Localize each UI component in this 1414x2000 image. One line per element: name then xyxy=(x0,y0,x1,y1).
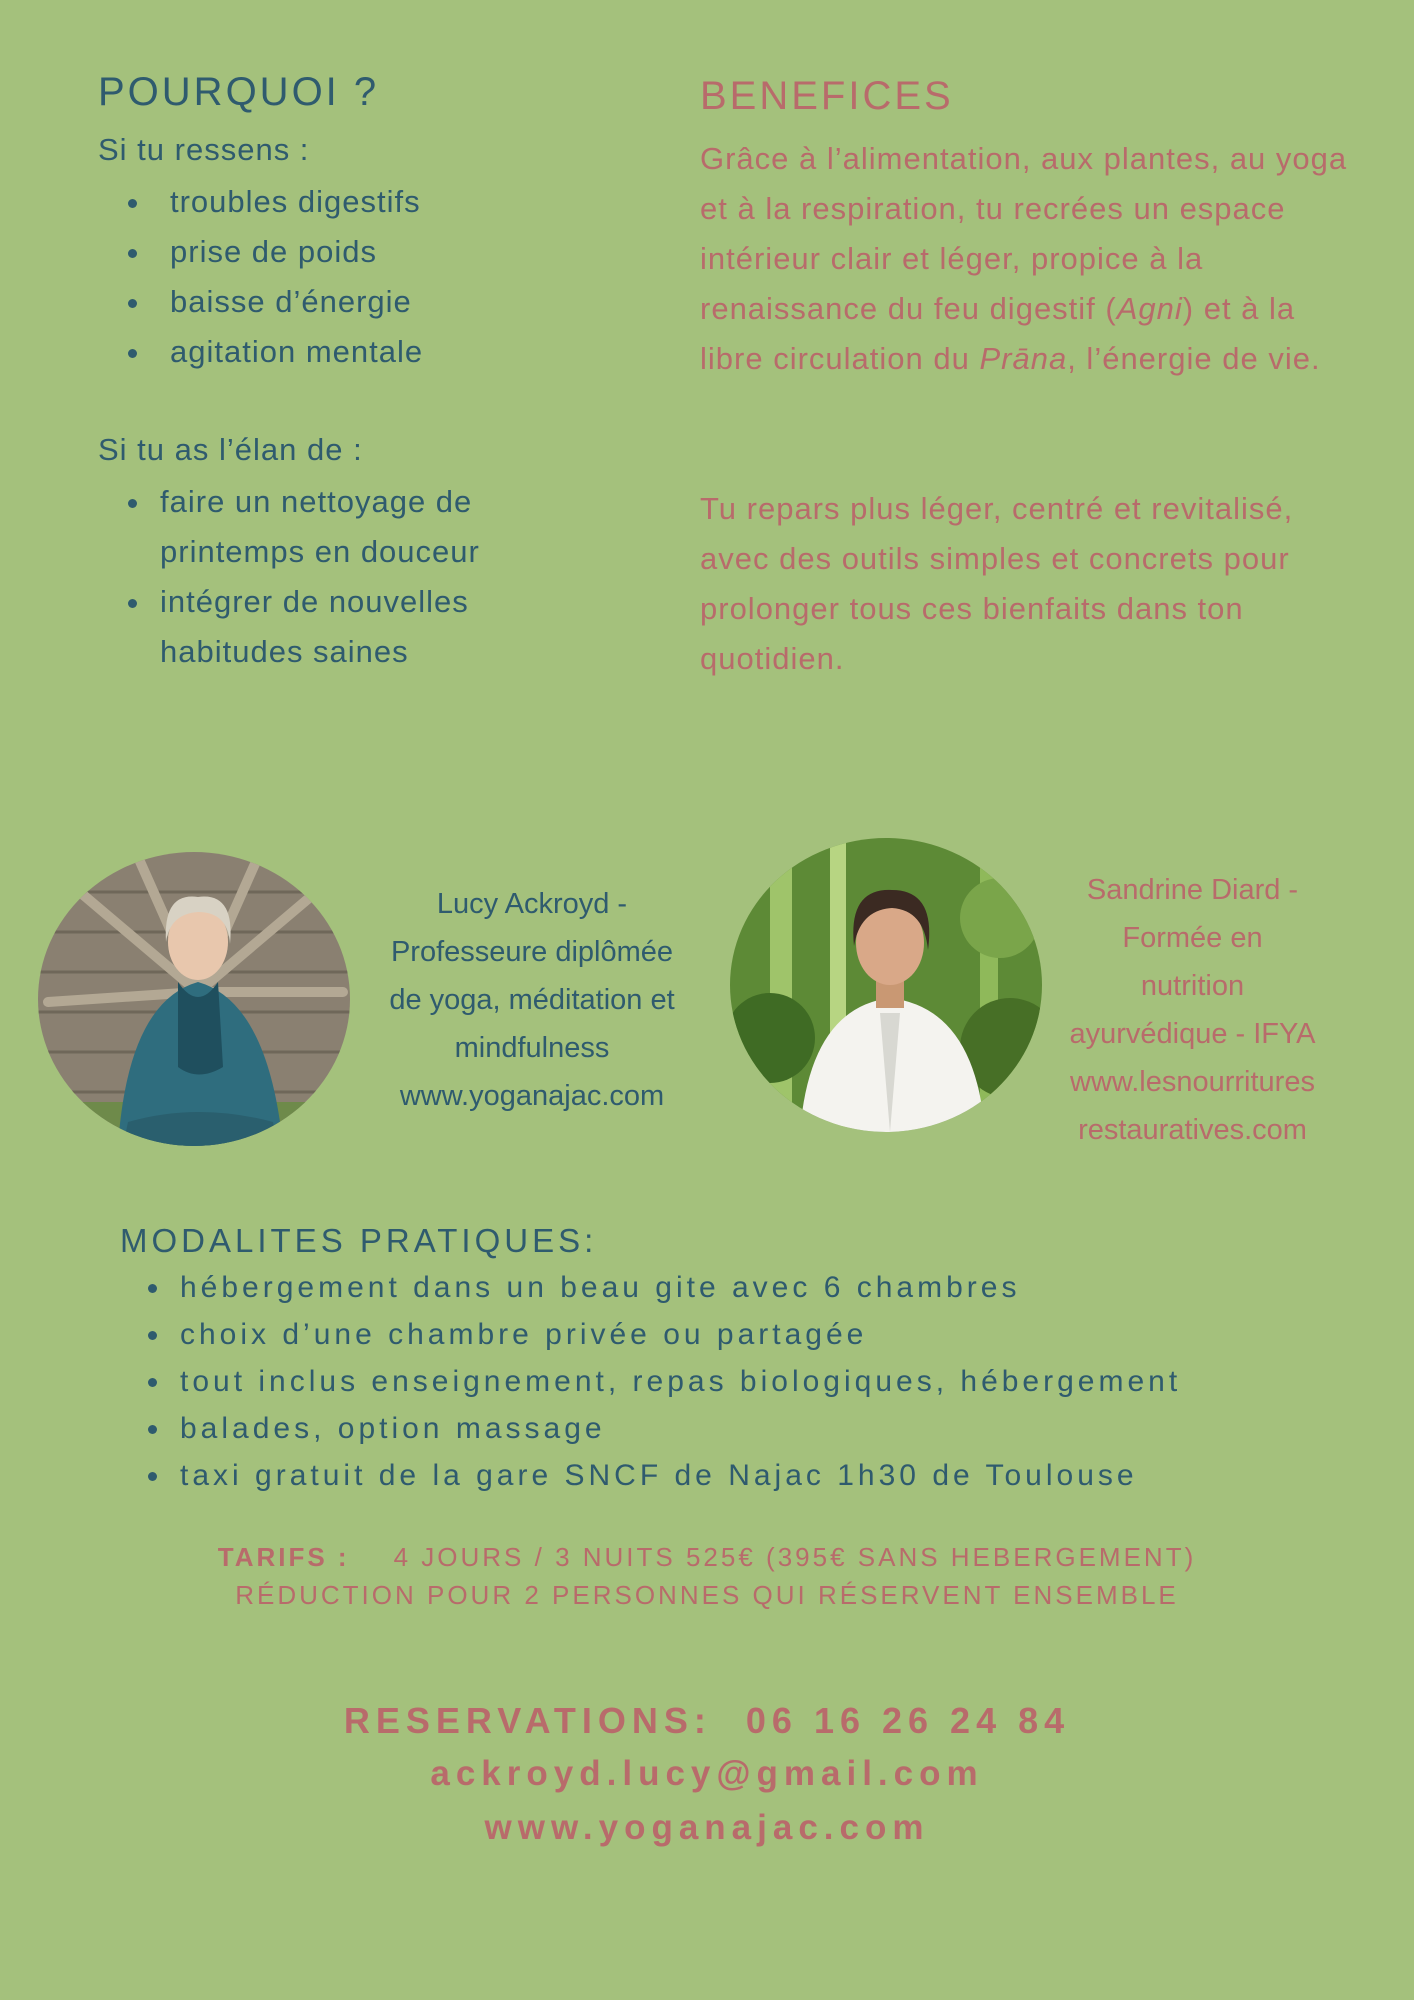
list-item-line: faire un nettoyage de xyxy=(160,484,473,519)
prana-term: Prāna xyxy=(979,341,1068,376)
benefices-paragraph-1 xyxy=(700,134,1360,384)
benefices-text: Grâce à l’alimentation, aux plantes, au yoga et à la respiration, tu recrées un espace intérieur clair et léger, propice à la renaissance du feu digestif ( xyxy=(700,141,1348,326)
sandrine-website-link[interactable]: restauratives.com xyxy=(1078,1114,1307,1146)
reservations-line xyxy=(0,1700,1414,1742)
list-item: troubles digestifs xyxy=(98,177,423,227)
list-item xyxy=(98,477,480,577)
lucy-website-link[interactable]: www.yoganajac.com xyxy=(399,1080,665,1112)
list-item-line: printemps en douceur xyxy=(160,534,480,569)
list-item-line: intégrer de nouvelles xyxy=(160,584,469,619)
lucy-role: mindfulness xyxy=(454,1032,610,1064)
sandrine-role: nutrition xyxy=(1140,970,1245,1002)
pourquoi-intro-ressens: Si tu ressens : xyxy=(98,132,310,167)
agni-term: Agni xyxy=(1116,291,1183,326)
tarifs-label: TARIFS : xyxy=(217,1542,350,1572)
list-item: hébergement dans un beau gite avec 6 chambres xyxy=(120,1264,1181,1311)
modalites-list xyxy=(120,1264,1181,1499)
sandrine-website-link[interactable]: www.lesnourritures xyxy=(1070,1066,1315,1098)
list-item: prise de poids xyxy=(98,227,423,277)
sandrine-role: ayurvédique - IFYA xyxy=(1069,1018,1316,1050)
sandrine-caption xyxy=(1030,866,1355,1154)
lucy-caption xyxy=(352,880,712,1120)
sandrine-role: Formée en xyxy=(1122,922,1263,954)
reduction-note: RÉDUCTION POUR 2 PERSONNES QUI RÉSERVENT ENSEMBLE xyxy=(235,1580,1179,1610)
benefices-title: BENEFICES xyxy=(700,74,954,118)
aspirations-list xyxy=(98,477,480,677)
sandrine-portrait-photo xyxy=(730,838,1042,1132)
tarifs-value: 4 JOURS / 3 NUITS 525€ (395€ SANS HEBERGEMENT) xyxy=(393,1542,1197,1572)
pourquoi-title: POURQUOI ? xyxy=(98,70,380,114)
list-item: agitation mentale xyxy=(98,327,423,377)
lucy-name: Lucy Ackroyd - xyxy=(436,888,628,920)
benefices-paragraph-2: Tu repars plus léger, centré et revitalisé, avec des outils simples et concrets pour prolonger tous ces bienfaits dans ton quotidien. xyxy=(700,491,1294,676)
pourquoi-intro-elan: Si tu as l’élan de : xyxy=(98,432,363,467)
benefices-text: ) et à la libre circulation du xyxy=(700,291,1296,376)
list-item: baisse d’énergie xyxy=(98,277,423,327)
sandrine-name: Sandrine Diard - xyxy=(1086,874,1299,906)
reservations-website-link[interactable]: www.yoganajac.com xyxy=(484,1808,930,1847)
reservations-label: RESERVATIONS: xyxy=(343,1700,712,1741)
reservations-phone[interactable]: 06 16 26 24 84 xyxy=(745,1700,1071,1741)
list-item: choix d’une chambre privée ou partagée xyxy=(120,1311,1181,1358)
tarifs-line xyxy=(0,1542,1414,1573)
modalites-title: MODALITES PRATIQUES: xyxy=(120,1222,598,1259)
list-item: balades, option massage xyxy=(120,1405,1181,1452)
list-item: tout inclus enseignement, repas biologiques, hébergement xyxy=(120,1358,1181,1405)
symptoms-list xyxy=(98,177,423,377)
lucy-role: Professeure diplômée xyxy=(390,936,674,968)
benefices-text: , l’énergie de vie. xyxy=(1067,341,1321,376)
list-item-line: habitudes saines xyxy=(160,634,409,669)
lucy-portrait-photo xyxy=(38,852,350,1146)
reservations-email-link[interactable]: ackroyd.lucy@gmail.com xyxy=(430,1754,984,1793)
lucy-role: de yoga, méditation et xyxy=(389,984,675,1016)
list-item xyxy=(98,577,480,677)
list-item: taxi gratuit de la gare SNCF de Najac 1h30 de Toulouse xyxy=(120,1452,1181,1499)
